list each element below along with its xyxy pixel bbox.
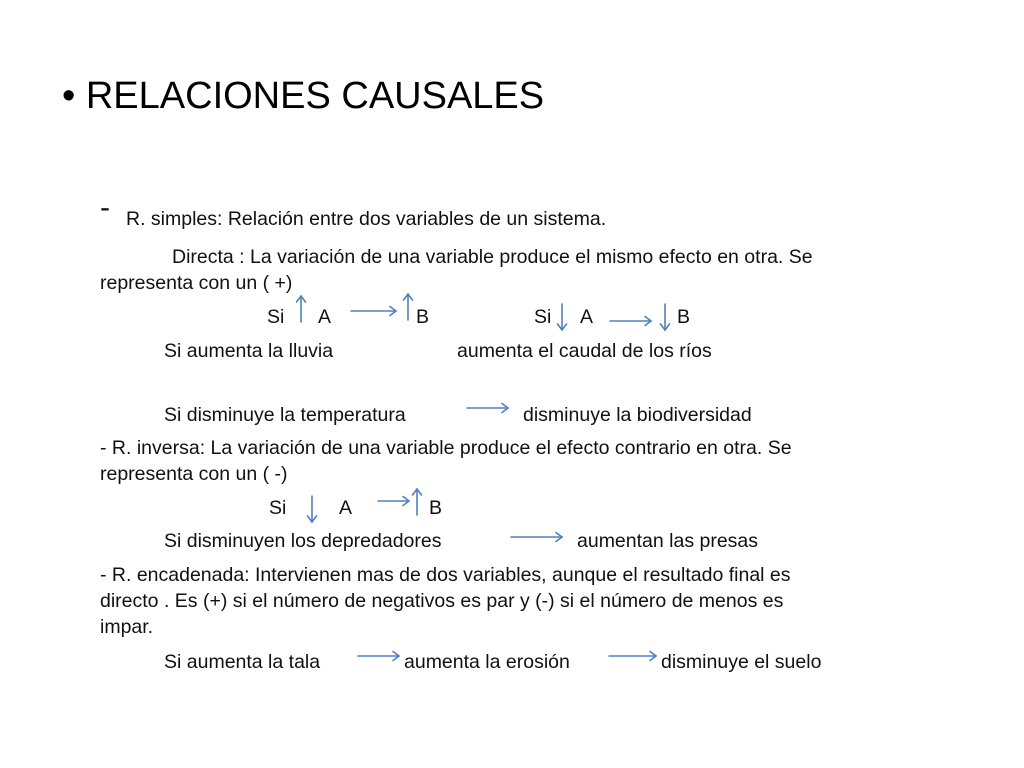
right-arrow-icon xyxy=(609,315,655,327)
right-arrow-icon xyxy=(350,305,400,317)
inversa-line-1: - R. inversa: La variación de una variable produce el efecto contrario en otra. Se xyxy=(100,437,792,459)
rain-cause: Si aumenta la lluvia xyxy=(164,340,334,362)
encadenada-line-2: directo . Es (+) si el número de negativos es par y (-) si el número de menos es xyxy=(100,590,784,612)
directa-line-1: Directa : La variación de una variable produce el mismo efecto en otra. Se xyxy=(172,246,813,268)
directa-line-2: representa con un ( +) xyxy=(100,272,293,294)
example1-si-b: Si xyxy=(534,306,552,328)
example1-b-b: B xyxy=(677,306,691,328)
up-arrow-icon xyxy=(295,294,307,324)
example1-si-a: Si xyxy=(267,306,285,328)
slide-title: • RELACIONES CAUSALES xyxy=(62,75,545,117)
pred-cause: Si disminuyen los depredadores xyxy=(164,530,442,552)
inversa-si: Si xyxy=(269,497,287,519)
up-arrow-icon xyxy=(402,292,414,322)
right-arrow-icon xyxy=(377,495,413,507)
right-arrow-icon xyxy=(510,531,566,543)
up-arrow-icon xyxy=(411,487,423,517)
encadenada-line-1: - R. encadenada: Intervienen mas de dos variables, aunque el resultado final es xyxy=(100,564,791,586)
right-arrow-icon xyxy=(357,650,403,662)
inversa-b: B xyxy=(429,497,443,519)
inversa-line-2: representa con un ( -) xyxy=(100,463,288,485)
rain-effect: aumenta el caudal de los ríos xyxy=(457,340,712,362)
simples-heading: R. simples: Relación entre dos variables de un sistema. xyxy=(126,208,607,230)
right-arrow-icon xyxy=(608,650,660,662)
temp-cause: Si disminuye la temperatura xyxy=(164,404,406,426)
down-arrow-icon xyxy=(306,494,318,524)
example1-a-a: A xyxy=(318,306,332,328)
pred-effect: aumentan las presas xyxy=(577,530,759,552)
chain-step-3: disminuye el suelo xyxy=(661,651,822,673)
down-arrow-icon xyxy=(659,302,671,332)
chain-step-2: aumenta la erosión xyxy=(404,651,570,673)
simples-dash: - xyxy=(100,191,110,224)
encadenada-line-3: impar. xyxy=(100,616,154,638)
chain-step-1: Si aumenta la tala xyxy=(164,651,321,673)
temp-effect: disminuye la biodiversidad xyxy=(523,404,752,426)
example1-b-a: B xyxy=(416,306,430,328)
right-arrow-icon xyxy=(466,402,512,414)
inversa-a: A xyxy=(339,497,353,519)
example1-a-b: A xyxy=(580,306,594,328)
down-arrow-icon xyxy=(556,302,568,332)
